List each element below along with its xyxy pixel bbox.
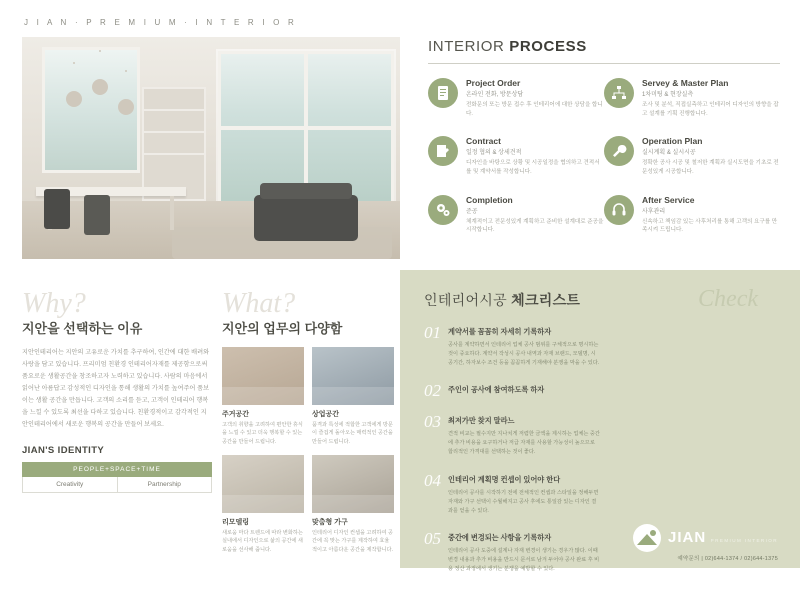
checklist-script-word: Check [698,286,758,312]
thumb-image [312,347,394,405]
checklist-item [424,324,600,368]
why-body: 지안인테리어는 지안의 고유로운 가치를 추구하여, 인간에 대한 배려와 사랑을 담고 있습니다. 프리미엄 친환경 인테리어자재를 제공함으로써 품요로운 생활공간을 창조하고자 노력하고 있습니다. 사람의 마음에서 읽어난 아름답고 감성적인 디자인을 통해 생활의 가치를 높여주어 품보이는 생활 공간을 만듭니다. 고객의 소리를 듣고, 고객이 인테리어 행복을 느낄 수 있도록 최선을 다하고 있습니다. 친환경적이고 감각적인 지안인테리어에서 새로운 행복의 공간을 만들어 보세요. [22,348,210,429]
process-item-desc: 신속하고 책임감 있는 사후처리를 통해 고객의 요구를 만족시켜 드립니다. [642,218,778,234]
thumb-image [312,455,394,513]
checklist-heading: 인테리어 계획명 컨셉이 있어야 한다 [448,474,561,484]
process-list [428,78,780,253]
thumb-desc: 고객의 취향을 고려하여 편안한 휴식을 느낄 수 있고 더욱 행복할 수 있는 공간을 만들어 드립니다. [222,421,303,445]
checklist-item [424,472,600,516]
process-item [604,136,780,176]
identity-heading: JIAN'S IDENTITY [22,445,105,457]
checklist-section [400,270,800,573]
checklist-text: 인테리어 공사 도중에 설계나 자재 변경이 생기는 경우가 많다. 이때 변경 내용과 추가 비용을 반드시 문서로 남겨 두어야 공사 완료 후 비용 정산 과정에서 생기는 분쟁을 예방할 수 있다. [448,547,600,573]
process-item-desc: 조사 및 분석, 직접실측하고 인테리어 디자인의 방향을 잡고 설계를 기획 진행합니다. [642,102,779,117]
process-item-title: After Service [642,194,695,205]
pen-icon [428,136,458,166]
mountain-logo-icon [633,524,661,552]
identity-cell: Creativity [56,481,84,489]
thumb-title: 상업공간 [312,410,340,418]
thumb-image [222,347,304,405]
process-divider [428,63,780,64]
why-ghost-title: Why? [22,288,86,319]
thumb-desc: 품격과 특성에 적합한 고객에게 방문이 즐겁게 돌아오는 매력적인 공간을 만들어 드립니다. [312,421,393,445]
checklist-title-light: 인테리어시공 [424,292,512,308]
process-title [428,38,780,55]
jian-logo [633,524,778,552]
identity-cell: Partnership [117,477,212,492]
process-item-title: Project Order [466,78,521,88]
sitemap-icon [604,78,634,108]
checklist-heading: 최저가만 찾지 말라느 [448,416,515,426]
thumb-title: 맞춤형 가구 [312,518,348,526]
contact-phone: 예약문의 | 02)644-1374 / 02)644-1375 [677,556,778,562]
process-title-bold: PROCESS [509,38,587,55]
logo-subtitle: PREMIUM INTERIOR [710,538,778,543]
process-item-desc: 정확한 공사 시공 및 철저한 계획과 실시도면을 기초로 전문성있게 시공합니다. [642,160,779,175]
checklist-heading: 주인이 공사에 참여하도록 하자 [448,385,545,395]
checklist-number: 04 [424,470,441,490]
process-item [428,195,604,235]
wrench-icon [604,136,634,166]
process-item-desc: 디자인을 바탕으로 상황 및 시공일정을 협의하고 견적서를 및 계약서를 작성합니다. [466,160,600,175]
process-item [428,78,604,118]
what-ghost-title: What? [222,288,296,319]
process-item-subtitle: 준공 [466,208,478,215]
what-thumb [312,347,394,447]
process-item-title: Contract [466,136,501,147]
process-item-subtitle: 사후관리 [642,208,666,215]
why-section [22,288,212,493]
document-icon [428,78,458,108]
hero-kicker: J I A N · P R E M I U M · I N T E R I O R [24,18,298,27]
checklist-text: 공사를 계약하면서 인테리어 업체 공사 범위를 구체적으로 명시하는 것이 중요하다. 계약서 작성시 공사 내역과 자재 브랜드, 모델명, 시공기간, 하자보수 조건 등을 꼼꼼하게 기재해야 분쟁을 막을 수 있다. [448,342,600,367]
process-item-subtitle: 일정 협의 & 상세견적 [466,150,522,157]
what-title: 지안의 업무의 다양함 [222,320,343,336]
checklist-text: 견적 비교는 필수지만 지나치게 저렴한 금액을 제시하는 업체는 중간에 추가 비용을 요구하거나 저급 자재를 사용할 가능성이 높으므로 합리적인 가격대를 선택하는 것이 좋다. [448,431,600,456]
identity-bar: PEOPLE+SPACE+TIME [22,462,212,477]
process-item-title: Servey & Master Plan [642,78,729,88]
what-thumb-grid [222,347,394,562]
process-item [604,78,780,118]
identity-block [22,445,212,493]
process-title-light: INTERIOR [428,38,510,55]
process-item [428,136,604,176]
checklist-item [424,382,600,399]
checklist-number: 05 [424,528,441,548]
gears-icon [428,195,458,225]
process-item-subtitle: 실시계획 & 실시시공 [642,150,696,157]
checklist-text: 인테리어 공사를 시작하기 전에 전체적인 컨셉과 스타일을 정해두면 자재와 가구 선택이 수월해지고 공사 후에도 통일감 있는 디자인 결과를 얻을 수 있다. [448,489,599,514]
what-section [222,288,394,562]
thumb-title: 리모델링 [222,518,250,526]
hero-section [22,18,400,259]
checklist-header [424,286,776,312]
process-item-desc: 체계적이고 전문성있게 계획하고 준비한 설계대로 준공을 시작합니다. [466,218,604,234]
checklist-number: 03 [424,412,441,432]
logo-name: JIAN [668,529,707,546]
process-item-title: Operation Plan [642,136,703,147]
thumb-title: 주거공간 [222,410,250,418]
process-item-title: Completion [466,194,513,205]
thumb-desc: 인테리어 디자인 컨셉을 고려하여 공간에 꼭 맞는 가구를 제작하여 효율적이고 아름다운 공간을 제작합니다. [312,529,393,553]
process-item-subtitle: 온라인 전화, 방문상담 [466,92,524,98]
process-section [428,38,780,253]
thumb-image [222,455,304,513]
checklist-title-bold: 체크리스트 [511,292,581,308]
process-item-desc: 전화문의 또는 방문 접수 후 인테리어에 대한 상담을 합니다. [466,102,603,117]
headset-icon [604,195,634,225]
identity-row [22,477,212,493]
what-thumb [222,347,304,447]
thumb-desc: 새로움 마다 트렌드에 따라 변화하는 실내에서 디자인으로 삶의 공간에 새로움을 선사해 줍니다. [222,529,303,553]
checklist-number: 02 [424,381,441,401]
hero-image [22,37,400,259]
what-thumb [312,455,394,555]
checklist-heading: 계약서를 꼼꼼히 자세히 기록하자 [448,327,552,336]
why-title: 지안을 선택하는 이유 [22,320,143,336]
checklist-heading: 중간에 변경되는 사항을 기록하자 [448,532,552,542]
checklist-item [424,530,600,574]
what-thumb [222,455,304,555]
process-item-subtitle: 1차미팅 & 현장실측 [642,92,694,98]
process-item [604,195,780,235]
checklist-number: 01 [424,323,441,342]
checklist-item [424,413,600,457]
